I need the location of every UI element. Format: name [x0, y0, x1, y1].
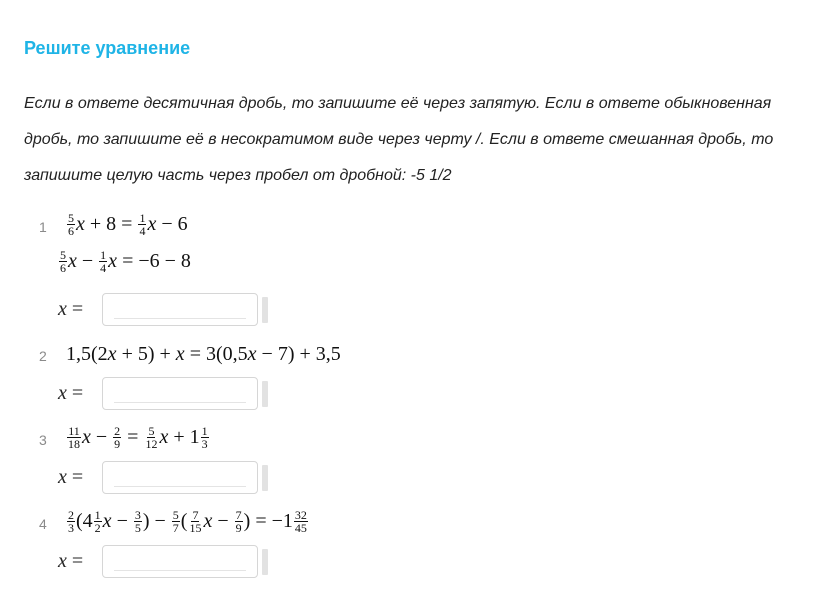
answer-input-3[interactable]: [102, 461, 258, 494]
answer-label: x =: [58, 550, 84, 572]
equation-1: $\frac{5}{6}$ x + 8 = $\frac{1}{4}$ x − 6: [68, 211, 188, 238]
input-handle: [262, 297, 268, 323]
answer-label: x =: [58, 382, 84, 404]
problem-number: 2: [39, 348, 47, 364]
input-handle: [262, 549, 268, 575]
answer-row-3: [58, 461, 268, 494]
problem-number: 4: [39, 516, 47, 532]
answer-row-1: [58, 293, 268, 326]
answer-input-2[interactable]: [102, 377, 258, 410]
equation-1-step: $\frac{5}{6}$ x − $\frac{1}{4}$ x = −6 − 8: [60, 248, 191, 275]
task-title: Решите уравнение: [24, 38, 191, 58]
answer-row-2: [58, 377, 268, 410]
answer-label: x =: [58, 298, 84, 320]
answer-input-4[interactable]: [102, 545, 258, 578]
problem-number: 3: [39, 432, 47, 448]
answer-input-1[interactable]: [102, 293, 258, 326]
answer-row-4: [58, 545, 268, 578]
equation-2: 1,5(2 x + 5) + x = 3(0,5 x − 7) + 3,5: [66, 343, 341, 365]
input-handle: [262, 381, 268, 407]
equation-4: $\frac{2}{3}$ (4 $\frac{1}{2}$ x − $\frac{3}{5}$ ) − $\frac{5}{7}$ ( $\frac{7}{15}$ x − $\frac{7}{9}$ ) = −1 $\frac{32}{45}$: [68, 508, 307, 535]
answer-label: x =: [58, 466, 84, 488]
input-handle: [262, 465, 268, 491]
problem-number: 1: [39, 219, 47, 235]
task-instruction: Если в ответе десятичная дробь, то запишите её через запятую. Если в ответе обыкновенная дробь, то запишите её в несократимом виде через черту /. Если в ответе смешанная дробь, то запишите целую часть через пробел от дробной: -5 1/2: [24, 95, 774, 184]
equation-3: $\frac{11}{18}$ x − $\frac{2}{9}$ = $\frac{5}{12}$ x + 1 $\frac{1}{3}$: [68, 424, 208, 451]
